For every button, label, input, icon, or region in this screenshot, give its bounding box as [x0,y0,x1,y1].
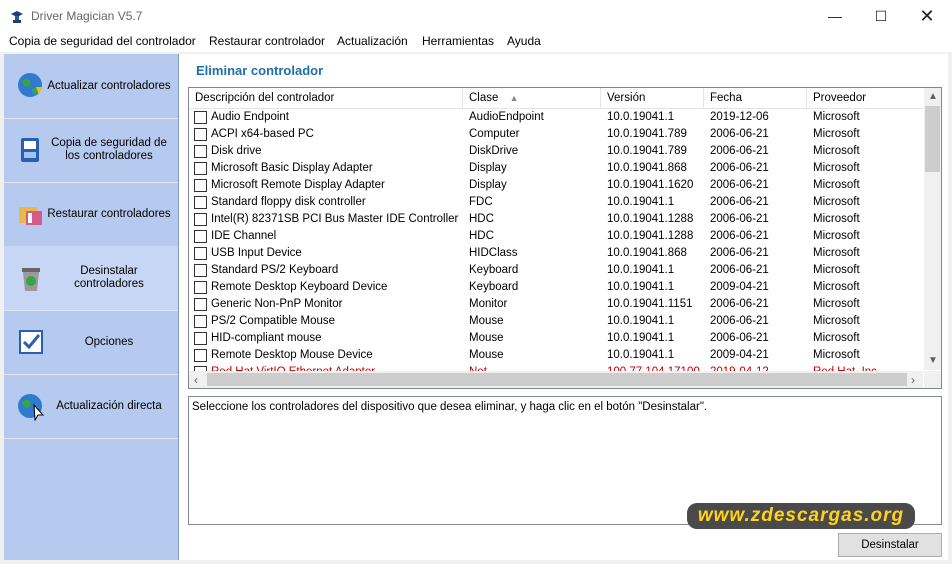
table-row[interactable] [189,160,923,177]
cell-desc: Remote Desktop Keyboard Device [211,281,388,293]
table-row[interactable] [189,228,923,245]
row-checkbox[interactable] [194,230,207,243]
column-class[interactable] [463,88,601,108]
cell-desc: Disk drive [211,145,262,157]
cell-class: Keyboard [469,281,519,293]
cell-version: 10.0.19041.789 [607,128,687,140]
cell-vendor: Microsoft [813,298,860,310]
cell-desc: PS/2 Compatible Mouse [211,315,336,327]
cell-date: 2009-04-21 [710,349,769,361]
table-row[interactable] [189,126,923,143]
cell-desc: Intel(R) 82371SB PCI Bus Master IDE Controller [211,213,459,225]
table-row[interactable] [189,296,923,313]
cell-vendor: Microsoft [813,128,860,140]
cell-date: 2006-06-21 [710,196,769,208]
cell-date: 2006-06-21 [710,332,769,344]
table-row[interactable] [189,194,923,211]
cell-date: 2006-06-21 [710,264,769,276]
table-row[interactable] [189,109,923,126]
row-checkbox[interactable] [194,247,207,260]
cell-vendor: Microsoft [813,315,860,327]
cell-class: AudioEndpoint [469,111,544,123]
cell-class: HDC [469,213,494,225]
title-bar [0,0,952,32]
cell-version: 10.0.19041.868 [607,162,687,174]
sidebar-item-label: Actualizar controladores [47,79,171,92]
row-checkbox[interactable] [194,315,207,328]
column-vendor[interactable]: Proveedor [813,92,867,104]
cell-version: 10.0.19041.789 [607,145,687,157]
sidebar-item-uninstall[interactable] [4,246,178,311]
scroll-right-icon[interactable]: › [911,373,915,387]
cell-vendor: Microsoft [813,264,860,276]
cell-version: 10.0.19041.1288 [607,213,694,225]
trash-icon [16,263,46,293]
column-date[interactable]: Fecha [704,88,807,108]
scroll-down-icon[interactable]: ▼ [928,355,938,366]
scroll-up-icon[interactable]: ▲ [928,91,938,102]
sidebar [4,54,179,560]
cell-version: 10.0.19041.1 [607,332,675,344]
cell-version: 10.0.19041.868 [607,247,687,259]
cell-version: 10.0.19041.1 [607,264,675,276]
cell-desc: USB Input Device [211,247,302,259]
cell-class: HIDClass [469,247,518,259]
direct-update-icon [16,391,46,421]
cell-version: 10.0.19041.1288 [607,230,694,242]
row-checkbox[interactable] [194,111,207,124]
cell-class: FDC [469,196,493,208]
table-row[interactable] [189,143,923,160]
cell-vendor: Microsoft [813,196,860,208]
vertical-scroll-thumb[interactable] [925,106,940,172]
cell-date: 2006-06-21 [710,128,769,140]
cell-class: Computer [469,128,520,140]
cell-vendor: Microsoft [813,332,860,344]
cell-desc: Standard PS/2 Keyboard [211,264,339,276]
cell-date: 2006-06-21 [710,213,769,225]
table-row[interactable] [189,177,923,194]
list-header [189,88,923,109]
horizontal-scrollbar[interactable] [189,371,923,388]
cell-class: Mouse [469,349,504,361]
cell-version: 10.0.19041.1 [607,281,675,293]
cell-class: HDC [469,230,494,242]
menu-help[interactable]: Ayuda [507,34,541,48]
cell-vendor: Microsoft [813,247,860,259]
globe-update-icon [16,71,46,101]
table-row[interactable] [189,211,923,228]
cell-vendor: Microsoft [813,145,860,157]
cell-vendor: Microsoft [813,162,860,174]
sort-ascending-icon: ▲ [509,93,519,103]
sidebar-item-label: Desinstalar controladores [74,265,144,290]
cell-class: Keyboard [469,264,519,276]
cell-desc: HID-compliant mouse [211,332,322,344]
cell-class: Monitor [469,298,508,310]
cell-version: 10.0.19041.1151 [607,298,693,310]
cell-desc: IDE Channel [211,230,277,242]
info-text: Seleccione los controladores del dispositivo que desea eliminar, y haga clic en el botón "Desinstalar". [192,401,708,413]
cell-class: DiskDrive [469,145,519,157]
cell-date: 2006-06-21 [710,315,769,327]
backup-icon [16,135,46,165]
cell-version: 10.0.19041.1 [607,315,675,327]
cell-date: 2006-06-21 [710,230,769,242]
watermark-text: www.zdescargas.org [697,505,905,526]
row-checkbox[interactable] [194,281,207,294]
row-checkbox[interactable] [194,213,207,226]
sidebar-item-label: Restaurar controladores [47,207,171,220]
column-version[interactable]: Versión [601,88,704,108]
cell-date: 2009-04-21 [710,281,769,293]
table-row[interactable] [189,245,923,262]
row-checkbox[interactable] [194,298,207,311]
menu-tools[interactable]: Herramientas [422,34,495,48]
cell-date: 2019-12-06 [710,111,769,123]
table-row[interactable] [189,330,923,347]
cell-version: 10.0.19041.1 [607,196,675,208]
cell-desc: Standard floppy disk controller [211,196,366,208]
menu-bar [0,32,952,52]
sidebar-item-backup[interactable] [4,118,178,183]
cell-class: Mouse [469,315,504,327]
column-class-label: Clase [469,92,499,104]
row-checkbox[interactable] [194,145,207,158]
restore-icon [16,199,46,229]
options-icon [16,327,46,357]
watermark [687,503,915,529]
sidebar-item-direct-update[interactable] [4,374,178,439]
menu-update[interactable]: Actualización [337,34,408,48]
vertical-scrollbar[interactable] [924,88,941,370]
close-button[interactable]: ✕ [919,5,935,26]
cell-vendor: Microsoft [813,179,860,191]
cell-vendor: Microsoft [813,111,860,123]
row-checkbox[interactable] [194,128,207,141]
app-icon [9,8,25,24]
driver-list[interactable] [188,87,942,389]
sidebar-item-update-drivers[interactable] [4,54,178,119]
cell-class: Display [469,162,507,174]
menu-restore[interactable]: Restaurar controlador [209,34,326,48]
table-row[interactable] [189,347,923,364]
sidebar-item-restore[interactable] [4,182,178,247]
cell-date: 2006-06-21 [710,162,769,174]
cell-desc: Remote Desktop Mouse Device [211,349,373,361]
row-checkbox[interactable] [194,162,207,175]
cell-class: Display [469,179,507,191]
cell-class: Mouse [469,332,504,344]
uninstall-button[interactable]: Desinstalar [838,533,942,557]
column-description[interactable]: Descripción del controlador [189,88,463,108]
maximize-button[interactable]: ☐ [874,7,888,24]
row-checkbox[interactable] [194,264,207,277]
scroll-corner [924,371,941,388]
cell-date: 2006-06-21 [710,179,769,191]
cell-vendor: Microsoft [813,230,860,242]
sidebar-item-label: Opciones [84,335,134,348]
minimize-button[interactable]: — [828,8,842,24]
main-panel [179,54,948,560]
sidebar-item-options[interactable] [4,310,178,375]
sidebar-item-label: Actualización directa [56,399,162,412]
row-checkbox[interactable] [194,179,207,192]
cell-date: 2006-06-21 [710,145,769,157]
cell-desc: Microsoft Basic Display Adapter [211,162,373,174]
window-title: Driver Magician V5.7 [31,9,143,23]
horizontal-scroll-thumb[interactable] [207,373,907,386]
cell-desc: Generic Non-PnP Monitor [211,298,343,310]
table-row[interactable] [189,262,923,279]
cell-desc: Audio Endpoint [211,111,290,123]
cell-vendor: Microsoft [813,349,860,361]
cell-desc: ACPI x64-based PC [211,128,314,140]
cell-desc: Microsoft Remote Display Adapter [211,179,385,191]
cell-version: 10.0.19041.1 [607,349,675,361]
row-checkbox[interactable] [194,349,207,362]
sidebar-item-label: Copia de seguridad de los controladores [51,137,167,162]
cell-date: 2006-06-21 [710,298,769,310]
table-row[interactable] [189,313,923,330]
list-rows [189,109,923,381]
cell-vendor: Microsoft [813,213,860,225]
menu-backup[interactable]: Copia de seguridad del controlador [9,34,196,48]
row-checkbox[interactable] [194,196,207,209]
cell-version: 10.0.19041.1620 [607,179,694,191]
table-row[interactable] [189,279,923,296]
page-title: Eliminar controlador [196,63,324,78]
cell-version: 10.0.19041.1 [607,111,675,123]
cell-date: 2006-06-21 [710,247,769,259]
cell-vendor: Microsoft [813,281,860,293]
scroll-left-icon[interactable]: ‹ [194,373,198,387]
row-checkbox[interactable] [194,332,207,345]
